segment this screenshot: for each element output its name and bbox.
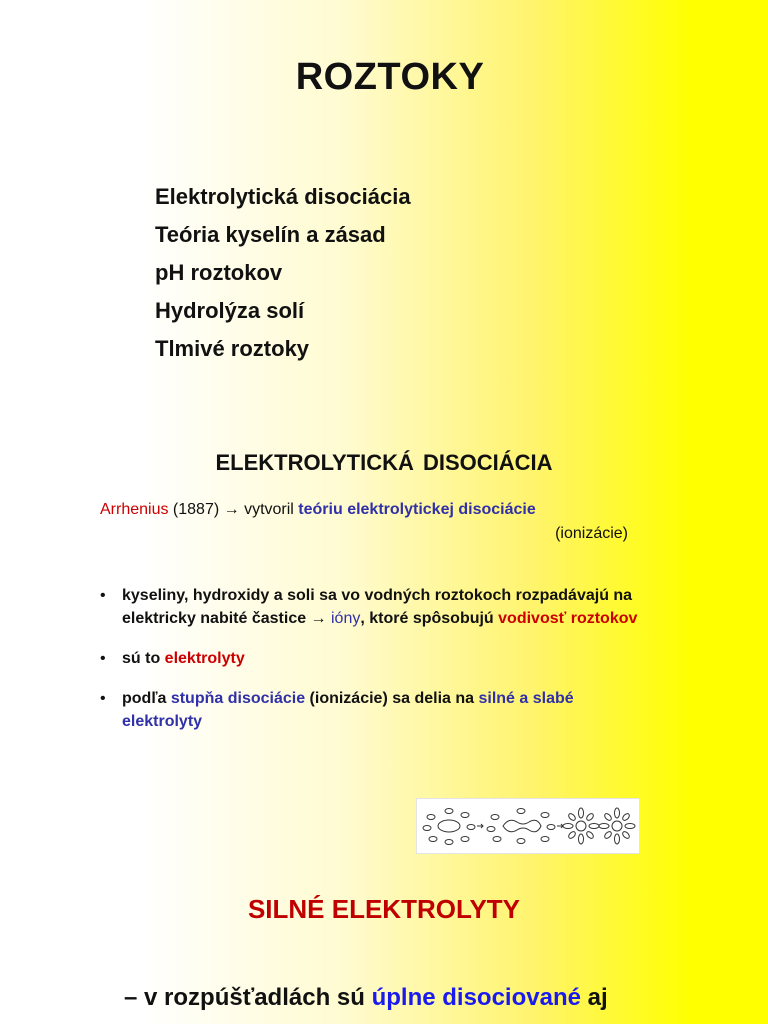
topic-item: Tlmivé roztoky <box>155 336 310 361</box>
slide-roztoky <box>0 0 768 432</box>
intro-year: (1887) → vytvoril <box>168 501 299 518</box>
topic-item: Teória kyselín a zásad <box>155 222 386 247</box>
bullet-text: (ionizácie) sa delia na <box>305 690 479 707</box>
bullet-list <box>98 584 638 750</box>
slide3-highlight: úplne disociované <box>371 984 581 1011</box>
bullet-highlight: ióny <box>331 610 361 627</box>
bullet-item <box>98 687 638 733</box>
slide1-title: ROZTOKY <box>295 56 485 98</box>
arrhenius-name: Arrhenius <box>100 501 169 518</box>
slide2-title: ELEKTROLYTICKÁ DISOCIÁCIA <box>215 450 553 475</box>
slide3-text <box>124 984 608 1012</box>
slide3-text-part: aj <box>580 984 608 1011</box>
slide-silne-elektrolyty <box>0 864 768 1024</box>
bullet-text: kyseliny, hydroxidy a soli sa vo vodných roztokoch rozpadávajú na elektricky nabité častice → <box>122 587 633 627</box>
bullet-highlight: vodivosť roztokov <box>498 610 638 627</box>
slide3-title: SILNÉ ELEKTROLYTY <box>247 894 521 924</box>
bullet-dot: • <box>100 587 106 604</box>
bullet-highlight: elektrolyty <box>164 650 245 667</box>
bullet-dot: • <box>100 650 106 667</box>
intro-note: (ionizácie) <box>555 525 628 542</box>
bullet-text: sú to <box>122 650 165 667</box>
bullet-item <box>98 647 638 670</box>
bullet-text: podľa <box>122 690 171 707</box>
intro-theory: teóriu elektrolytickej disociácie <box>298 501 536 518</box>
bullet-highlight: stupňa disociácie <box>170 690 306 707</box>
topic-list <box>155 178 411 368</box>
topic-item: pH roztokov <box>155 260 283 285</box>
bullet-item <box>98 584 638 630</box>
bullet-text: , ktoré spôsobujú <box>360 610 499 627</box>
dissociation-molecules-image <box>417 799 639 853</box>
slide-elektrolyticka-disociacia <box>0 432 768 864</box>
arrhenius-intro <box>100 498 630 546</box>
bullet-highlight: silné a slabé elektrolyty <box>122 690 574 730</box>
bullet-dot: • <box>100 690 106 707</box>
topic-item: Hydrolýza solí <box>155 298 305 323</box>
topic-item: Elektrolytická disociácia <box>155 184 411 209</box>
slide3-text-part: – v rozpúšťadlách sú <box>124 984 372 1011</box>
dissociation-illustration <box>416 798 640 854</box>
